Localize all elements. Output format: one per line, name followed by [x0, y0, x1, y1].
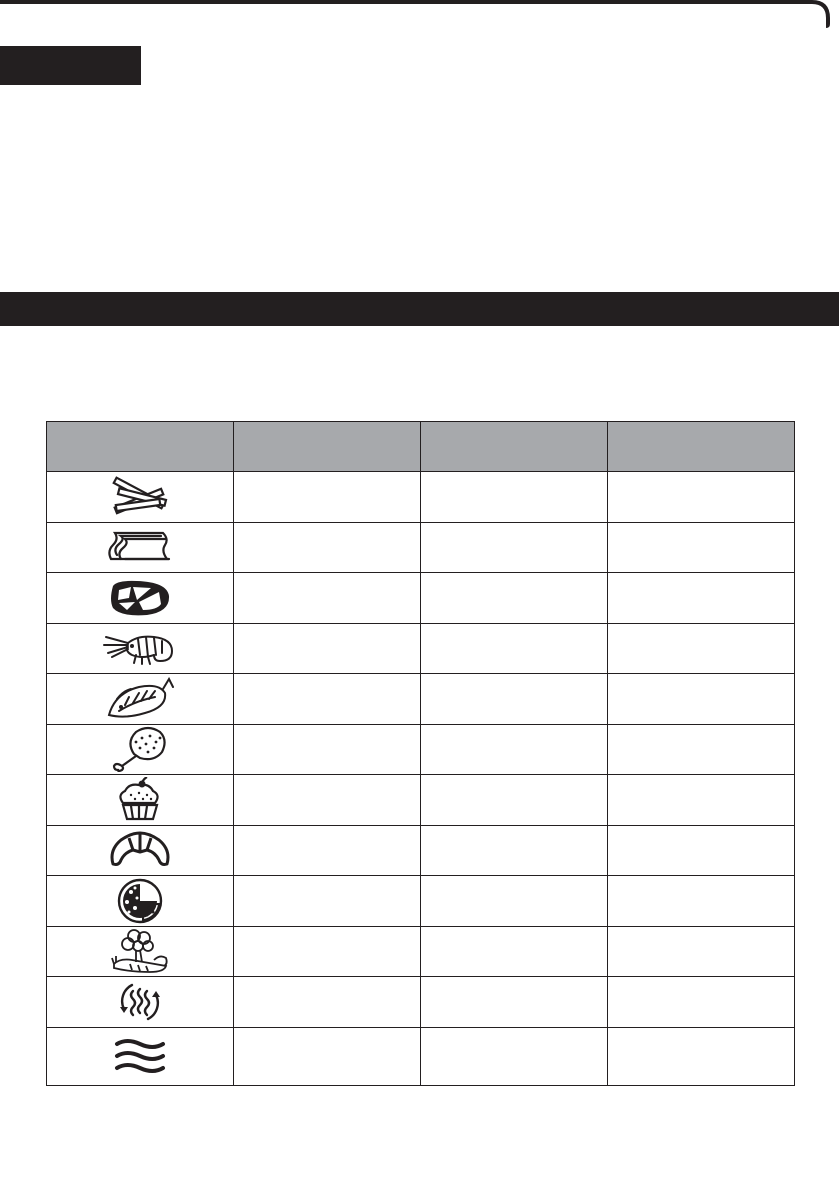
table-cell	[608, 724, 795, 775]
icon-cell	[47, 775, 234, 826]
table-cell	[234, 926, 421, 977]
table-cell	[608, 674, 795, 725]
table-cell	[234, 977, 421, 1028]
table-cell	[421, 876, 608, 927]
icon-cell	[47, 1027, 234, 1085]
cooking-programs-table	[46, 421, 795, 1086]
icon-cell	[47, 977, 234, 1028]
icon-cell	[47, 573, 234, 624]
icon-cell	[47, 623, 234, 674]
table-row	[47, 472, 795, 523]
table-row	[47, 1027, 795, 1085]
table-cell	[234, 724, 421, 775]
table-cell	[608, 825, 795, 876]
table-cell	[608, 977, 795, 1028]
table-cell	[421, 674, 608, 725]
column-header	[421, 422, 608, 472]
icon-cell	[47, 825, 234, 876]
icon-cell	[47, 724, 234, 775]
table-cell	[234, 573, 421, 624]
table-row	[47, 674, 795, 725]
fries-icon	[108, 476, 172, 518]
column-header	[47, 422, 234, 472]
column-header	[234, 422, 421, 472]
table-cell	[608, 926, 795, 977]
table-cell	[421, 977, 608, 1028]
table-cell	[608, 775, 795, 826]
column-header	[608, 422, 795, 472]
bacon-icon	[105, 529, 175, 565]
table-cell	[421, 724, 608, 775]
table-cell	[608, 876, 795, 927]
dehydrate-icon	[113, 1036, 167, 1076]
table-row	[47, 825, 795, 876]
section-tab	[0, 46, 141, 85]
table-cell	[608, 522, 795, 573]
table-cell	[234, 825, 421, 876]
table-cell	[608, 573, 795, 624]
table-row	[47, 977, 795, 1028]
shrimp-icon	[102, 629, 178, 667]
table-row	[47, 926, 795, 977]
chicken-drumstick-icon	[110, 726, 170, 772]
vegetables-icon	[110, 928, 170, 974]
table-cell	[234, 674, 421, 725]
table-cell	[608, 623, 795, 674]
table-cell	[234, 522, 421, 573]
table-header-row	[47, 422, 795, 472]
icon-cell	[47, 522, 234, 573]
table-cell	[608, 1027, 795, 1085]
table-row	[47, 623, 795, 674]
table-cell	[421, 623, 608, 674]
fish-icon	[105, 677, 175, 721]
section-title-bar	[0, 292, 839, 326]
table-cell	[421, 926, 608, 977]
table-cell	[421, 472, 608, 523]
table-row	[47, 775, 795, 826]
table-cell	[421, 825, 608, 876]
icon-cell	[47, 876, 234, 927]
table-row	[47, 724, 795, 775]
table-row	[47, 876, 795, 927]
table-cell	[608, 472, 795, 523]
icon-cell	[47, 926, 234, 977]
table-cell	[421, 775, 608, 826]
table-cell	[421, 573, 608, 624]
table-cell	[234, 876, 421, 927]
icon-cell	[47, 674, 234, 725]
table-cell	[234, 1027, 421, 1085]
cupcake-icon	[115, 777, 165, 823]
reheat-icon	[116, 979, 164, 1025]
icon-cell	[47, 472, 234, 523]
table-cell	[234, 472, 421, 523]
pizza-icon	[115, 878, 165, 924]
croissant-icon	[107, 830, 173, 870]
table-row	[47, 522, 795, 573]
table-row	[47, 573, 795, 624]
table-cell	[421, 522, 608, 573]
table-cell	[234, 623, 421, 674]
table-cell	[421, 1027, 608, 1085]
steak-icon	[107, 578, 173, 618]
table-cell	[234, 775, 421, 826]
